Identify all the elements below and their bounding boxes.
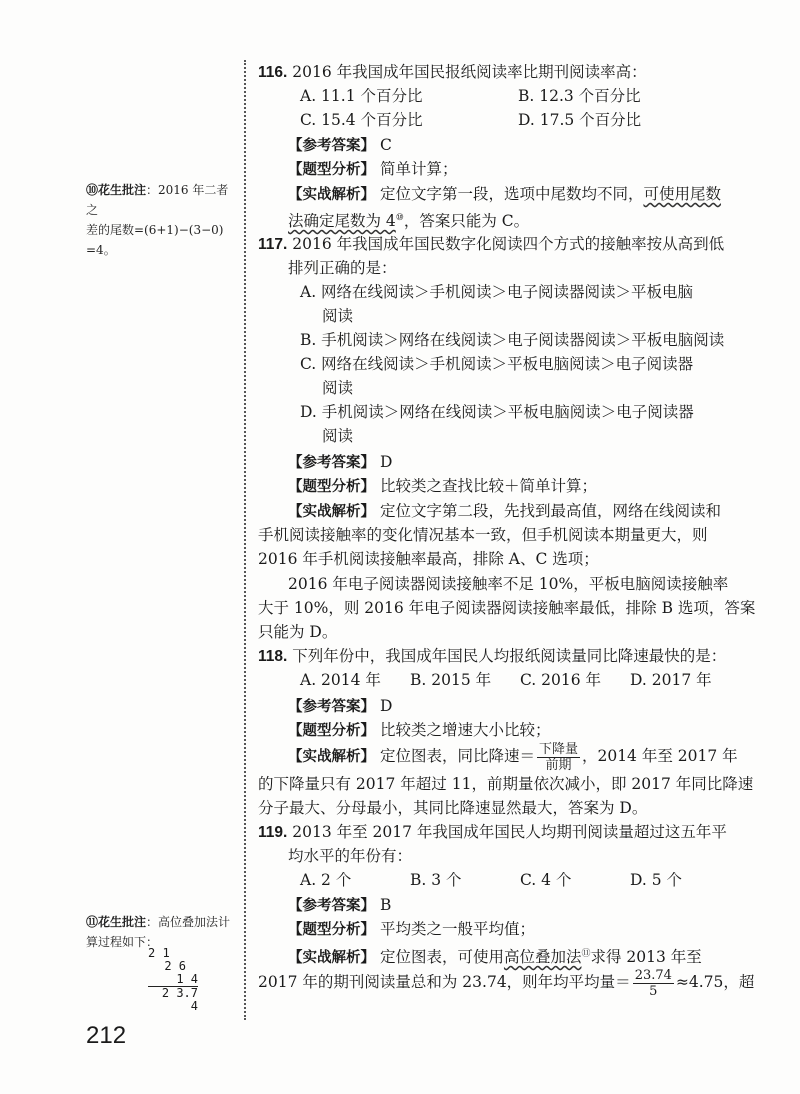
sidenote-title: 花生批注 [98, 183, 147, 197]
analysis-line [258, 966, 754, 999]
option-d: D. 手机阅读＞网络在线阅读＞平板电脑阅读＞电子阅读器 [300, 403, 694, 421]
analysis-text: 分子最大、分母最小，其同比降速显然最大，答案为 D。 [258, 799, 648, 817]
analysis-text: 定位图表，可使用 [379, 948, 504, 967]
analysis-text: 只能为 D。 [258, 623, 338, 641]
sidenote-number: ⑩ [86, 183, 99, 197]
highlighted-text: 可使用尾数 [643, 185, 721, 203]
answer-label: 【参考答案】 [288, 455, 375, 471]
analysis-text: 大于 10%，则 2016 年电子阅读器阅读接触率最低，排除 B 选项，答案 [258, 599, 756, 617]
type-line [288, 917, 535, 942]
sidenote-text: 差的尾数=(6+1)−(3−0) [86, 223, 224, 237]
option-d-cont: 阅读 [322, 427, 354, 445]
analysis-line [288, 206, 529, 233]
answer-label: 【参考答案】 [288, 898, 375, 914]
type-line [288, 474, 597, 499]
sidenote-title: 花生批注 [98, 915, 147, 929]
option-d: D. 17.5 个百分比 [518, 111, 642, 129]
answer-line [288, 694, 392, 719]
option-b: B. 手机阅读＞网络在线阅读＞电子阅读器阅读＞平板电脑阅读 [300, 331, 725, 349]
option-a: A. 2014 年 [300, 671, 381, 689]
answer-line [288, 450, 392, 475]
calc-total: 2 3.7 4 [148, 986, 198, 1013]
answer-label: 【参考答案】 [288, 138, 375, 154]
margin-divider [244, 60, 246, 1020]
type-value: 平均类之一般平均值； [379, 920, 535, 938]
highlighted-text: 法确定尾数为 4 [288, 212, 396, 231]
footnote-ref: ⑩ [395, 213, 404, 223]
fraction [537, 742, 580, 773]
analysis-label: 【实战解析】 [288, 187, 375, 203]
option-d: D. 2017 年 [630, 671, 712, 689]
type-label: 【题型分析】 [288, 162, 375, 178]
answer-line [288, 133, 392, 158]
analysis-text: 2016 年手机阅读接触率最高，排除 A、C 选项； [258, 550, 599, 568]
question-text: 2016 年我国成年国民报纸阅读率比期刊阅读率高： [292, 63, 647, 81]
analysis-text: 手机阅读接触率的变化情况基本一致，但手机阅读本期量更大，则 [258, 526, 708, 544]
highlighted-text: 高位叠加法 [503, 948, 582, 967]
options-row [300, 108, 736, 132]
options-row [300, 84, 736, 108]
analysis-text: 2017 年的期刊阅读量总和为 23.74，则年均平均量＝ [258, 973, 631, 991]
option-a: A. 11.1 个百分比 [300, 87, 423, 105]
analysis-text: 求得 2013 年至 [590, 948, 702, 967]
question-number: 116. [258, 64, 288, 81]
answer-value: D [379, 453, 393, 471]
analysis-line [288, 740, 738, 773]
type-label: 【题型分析】 [288, 922, 375, 938]
options-row [300, 668, 740, 692]
option-b: B. 2015 年 [410, 671, 492, 689]
question-118-stem [258, 644, 726, 669]
fraction [633, 968, 674, 999]
fraction-numerator: 下降量 [538, 741, 578, 757]
option-a: A. 网络在线阅读＞手机阅读＞电子阅读器阅读＞平板电脑 [300, 283, 694, 301]
question-number: 118. [258, 648, 288, 665]
question-text: 均水平的年份有： [288, 847, 413, 865]
question-text: 2016 年我国成年国民数字化阅读四个方式的接触率按从高到低 [292, 235, 725, 253]
question-number: 119. [258, 824, 288, 841]
calc-row: 2 6 [164, 959, 186, 973]
analysis-text: 的下降量只有 2017 年超过 11，前期量依次减小，即 2017 年同比降速 [258, 775, 754, 793]
analysis-text: 2016 年电子阅读器阅读接触率不足 10%，平板电脑阅读接触率 [288, 575, 729, 593]
option-a-cont: 阅读 [322, 307, 354, 325]
option-c: C. 4 个 [520, 871, 572, 889]
analysis-label: 【实战解析】 [288, 950, 375, 967]
analysis-text: ，答案只能为 C。 [403, 212, 530, 231]
footnote-ref: ⑪ [581, 949, 591, 959]
fraction-denominator: 前期 [545, 757, 572, 773]
sidenote-text: =4。 [86, 243, 116, 257]
type-value: 简单计算； [379, 160, 458, 178]
question-116-stem [258, 60, 647, 85]
fraction-numerator: 23.74 [634, 967, 672, 983]
page-number: 212 [86, 1022, 127, 1049]
question-text: 2013 年至 2017 年我国成年国民人均期刊阅读量超过这五年平 [292, 823, 727, 841]
type-value: 比较类之增速大小比较； [379, 721, 551, 739]
sidenote-text: ：高位叠加法计 [146, 915, 231, 929]
option-b: B. 12.3 个百分比 [518, 87, 641, 105]
question-text: 排列正确的是： [288, 259, 397, 277]
analysis-text: 定位文字第二段，先找到最高值，网络在线阅读和 [379, 502, 721, 520]
calc-row: 1 4 [176, 972, 198, 986]
question-text: 下列年份中，我国成年国民人均报纸阅读量同比降速最快的是： [292, 647, 727, 665]
sidenote-10 [86, 180, 236, 260]
answer-line [288, 893, 391, 918]
option-b: B. 3 个 [410, 871, 462, 889]
answer-value: B [379, 896, 392, 914]
type-value: 比较类之查找比较＋简单计算； [379, 477, 597, 495]
sidenote-number: ⑪ [86, 915, 99, 929]
option-d: D. 5 个 [630, 871, 683, 889]
analysis-text: 定位文字第一段，选项中尾数均不同， [379, 185, 644, 203]
option-c: C. 15.4 个百分比 [300, 111, 423, 129]
type-label: 【题型分析】 [288, 479, 375, 495]
option-c-cont: 阅读 [322, 379, 354, 397]
option-c: C. 网络在线阅读＞手机阅读＞平板电脑阅读＞电子阅读器 [300, 355, 694, 373]
analysis-line [288, 499, 721, 524]
question-117-stem [258, 232, 724, 257]
type-label: 【题型分析】 [288, 723, 375, 739]
fraction-denominator: 5 [649, 983, 658, 999]
calc-row: 2 1 [148, 946, 170, 960]
answer-value: C [379, 136, 392, 154]
analysis-text: ≈4.75，超 [675, 973, 755, 991]
question-number: 117. [258, 236, 288, 253]
analysis-text: 定位图表，同比降速＝ [379, 747, 535, 765]
addition-calculation [148, 947, 198, 1013]
analysis-label: 【实战解析】 [288, 749, 375, 765]
answer-label: 【参考答案】 [288, 699, 375, 715]
answer-value: D [379, 697, 393, 715]
sidenote-text: ：2016 年二者之 [86, 183, 229, 217]
analysis-line [288, 182, 721, 207]
option-a: A. 2 个 [300, 871, 352, 889]
analysis-label: 【实战解析】 [288, 504, 375, 520]
analysis-text: ，2014 年至 2017 年 [581, 747, 738, 765]
options-row [300, 868, 740, 892]
question-119-stem [258, 820, 727, 845]
type-line [288, 157, 457, 182]
option-c: C. 2016 年 [520, 671, 602, 689]
sidenote-text: 算过程如下： [86, 935, 159, 949]
